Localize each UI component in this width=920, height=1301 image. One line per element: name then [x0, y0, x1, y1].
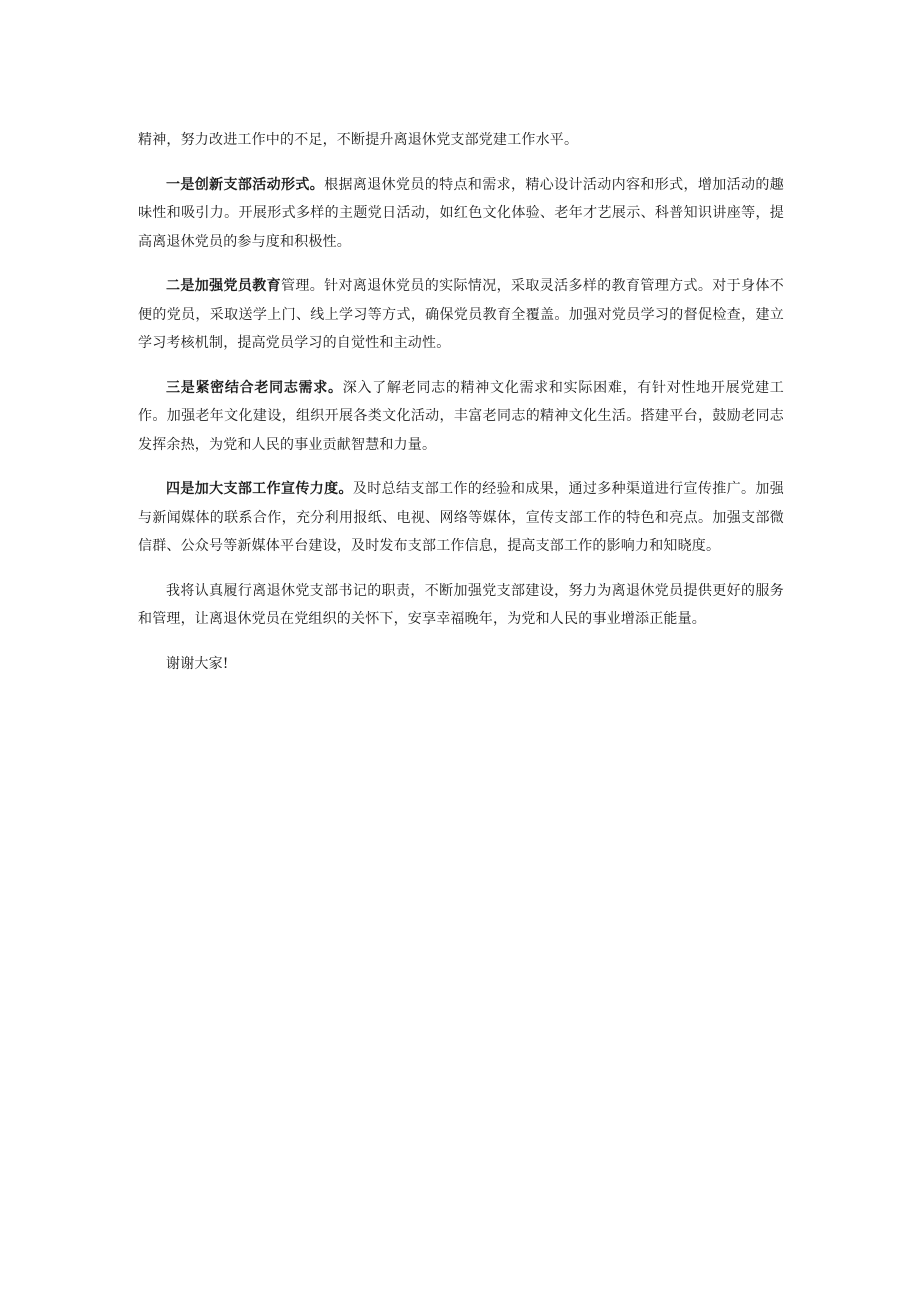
document-page — [138, 126, 784, 694]
paragraph-commitment — [138, 577, 784, 634]
paragraph-continuation — [138, 126, 784, 155]
paragraph-item-4 — [138, 475, 784, 561]
paragraph-text: 深入了解老同志的精神文化需求和实际困难，有针对性地开展党建工作。加强老年文化建设，组织开展各类文化活动，丰富老同志的精神文化生活。搭建平台，鼓励老同志发挥余热，为党和人民的事业贡献智慧和力量。 — [138, 379, 785, 453]
paragraph-item-2 — [138, 272, 784, 358]
paragraph-lead: 四是加大支部工作宣传力度。 — [166, 481, 353, 497]
paragraph-text: 管理。针对离退休党员的实际情况，采取灵活多样的教育管理方式。对于身体不便的党员，采取送学上门、线上学习等方式，确保党员教育全覆盖。加强对党员学习的督促检查，建立学习考核机制，提高党员学习的自觉性和主动性。 — [138, 278, 784, 351]
paragraph-text: 根据离退休党员的特点和需求，精心设计活动内容和形式，增加活动的趣味性和吸引力。开展形式多样的主题党日活动，如红色文化体验、老年才艺展示、科普知识讲座等，提高离退休党员的参与度和积极性。 — [138, 176, 784, 250]
paragraph-closing — [138, 650, 784, 679]
paragraph-item-1 — [138, 171, 784, 257]
paragraph-lead: 二是加强党员教育 — [166, 278, 282, 294]
paragraph-text: 及时总结支部工作的经验和成果，通过多种渠道进行宣传推广。加强与新闻媒体的联系合作，充分利用报纸、电视、网络等媒体，宣传支部工作的特色和亮点。加强支部微信群、公众号等新媒体平台建设，及时发布支部工作信息，提高支部工作的影响力和知晓度。 — [138, 481, 784, 554]
paragraph-item-3 — [138, 374, 784, 460]
paragraph-text: 谢谢大家! — [166, 655, 229, 672]
paragraph-lead: 一是创新支部活动形式。 — [166, 176, 325, 193]
paragraph-lead: 三是紧密结合老同志需求。 — [166, 379, 343, 396]
paragraph-text: 我将认真履行离退休党支部书记的职责，不断加强党支部建设，努力为离退休党员提供更好的服务和管理，让离退休党员在党组织的关怀下，安享幸福晚年，为党和人民的事业增添正能量。 — [138, 582, 784, 627]
paragraph-text: 精神，努力改进工作中的不足，不断提升离退休党支部党建工作水平。 — [138, 132, 579, 148]
